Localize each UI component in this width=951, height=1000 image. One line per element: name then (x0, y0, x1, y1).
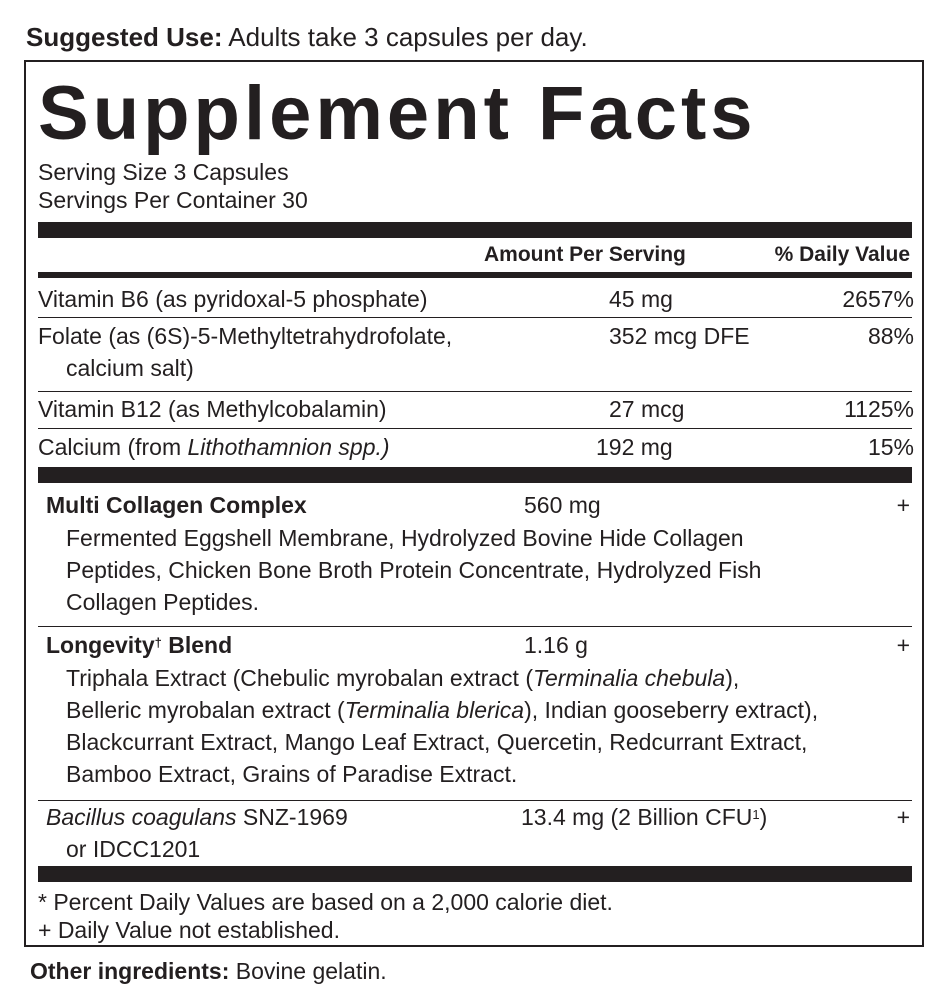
line-text: ), (725, 665, 740, 691)
ingredient-name-cont: or IDCC1201 (66, 836, 201, 862)
nutrient-name (38, 432, 390, 462)
daily-value-header: % Daily Value (774, 243, 910, 266)
suggested-use-label: Suggested Use: (26, 22, 223, 52)
nutrient-amount: 27 mcg (609, 396, 685, 422)
nutrient-dv: 15% (867, 434, 914, 460)
blend-ingredients-line: Collagen Peptides. (66, 589, 260, 615)
blend-ingredients-line: Blackcurrant Extract, Mango Leaf Extract, Quercetin, Redcurrant Extract, (66, 729, 808, 755)
nutrient-name-italic: Lithothamnion spp.) (187, 434, 390, 460)
suggested-use (26, 22, 588, 52)
botanical-name: Terminalia blerica (344, 697, 525, 723)
ingredient-name-rest: SNZ-1969 (236, 804, 348, 830)
nutrient-amount: 192 mg (596, 434, 673, 460)
line-text: Belleric myrobalan extract ( (66, 697, 345, 723)
other-ingredients-text: Bovine gelatin. (235, 958, 387, 984)
serving-size: Serving Size 3 Capsules (38, 159, 289, 185)
panel-title: Supplement Facts (38, 71, 757, 156)
blend-ingredients-line: Fermented Eggshell Membrane, Hydrolyzed Bovine Hide Collagen (66, 525, 744, 551)
footnote: * Percent Daily Values are based on a 2,000 calorie diet. (38, 889, 613, 915)
ingredient-name (46, 802, 348, 832)
line-text: ), Indian gooseberry extract), (524, 697, 819, 723)
suggested-use-text: Adults take 3 capsules per day. (228, 22, 588, 52)
blend-name: Multi Collagen Complex (46, 492, 307, 518)
blend-ingredients-line: Bamboo Extract, Grains of Paradise Extract. (66, 761, 518, 787)
servings-per-container: Servings Per Container 30 (38, 187, 308, 213)
blend-name (46, 630, 232, 660)
thick-divider (38, 222, 912, 238)
header-divider (38, 272, 912, 278)
thick-divider (38, 866, 912, 882)
nutrient-name: Folate (as (6S)-5-Methyltetrahydrofolate, (38, 323, 453, 349)
amount-text: 13.4 mg (2 Billion CFU (521, 804, 753, 830)
supplement-facts-panel (24, 60, 924, 947)
footnote-mark: 1 (752, 807, 760, 822)
ingredient-dv: + (896, 804, 910, 830)
row-divider (38, 391, 912, 392)
row-divider (38, 626, 912, 627)
nutrient-dv: 88% (867, 323, 914, 349)
blend-dv: + (896, 632, 910, 658)
blend-amount: 1.16 g (524, 632, 588, 658)
blend-ingredients-line (66, 694, 818, 726)
amount-text-end: ) (759, 804, 768, 830)
footnote: + Daily Value not established. (38, 917, 340, 943)
nutrient-dv: 1125% (844, 396, 914, 422)
dagger-mark: † (154, 635, 162, 650)
ingredient-name-italic: Bacillus coagulans (46, 804, 237, 830)
other-ingredients (30, 956, 387, 986)
nutrient-dv: 2657% (842, 286, 914, 312)
line-text: Triphala Extract (Chebulic myrobalan extract ( (66, 665, 533, 691)
thick-divider (38, 467, 912, 483)
nutrient-name: Vitamin B12 (as Methylcobalamin) (38, 396, 387, 422)
other-ingredients-label: Other ingredients: (30, 958, 230, 984)
blend-amount: 560 mg (524, 492, 601, 518)
row-divider (38, 317, 912, 318)
row-divider (38, 428, 912, 429)
ingredient-amount (521, 802, 767, 832)
nutrient-name: Vitamin B6 (as pyridoxal-5 phosphate) (38, 286, 428, 312)
botanical-name: Terminalia chebula (533, 665, 726, 691)
row-divider (38, 800, 912, 801)
blend-name-suffix: Blend (161, 632, 233, 658)
nutrient-amount: 45 mg (609, 286, 673, 312)
nutrient-name-cont: calcium salt) (66, 355, 194, 381)
nutrient-amount: 352 mcg DFE (609, 323, 750, 349)
amount-header: Amount Per Serving (484, 243, 686, 266)
blend-ingredients-line: Peptides, Chicken Bone Broth Protein Concentrate, Hydrolyzed Fish (66, 557, 762, 583)
blend-dv: + (896, 492, 910, 518)
nutrient-name-prefix: Calcium (from (38, 434, 188, 460)
blend-ingredients-line (66, 662, 739, 694)
blend-name-main: Longevity (46, 632, 155, 658)
